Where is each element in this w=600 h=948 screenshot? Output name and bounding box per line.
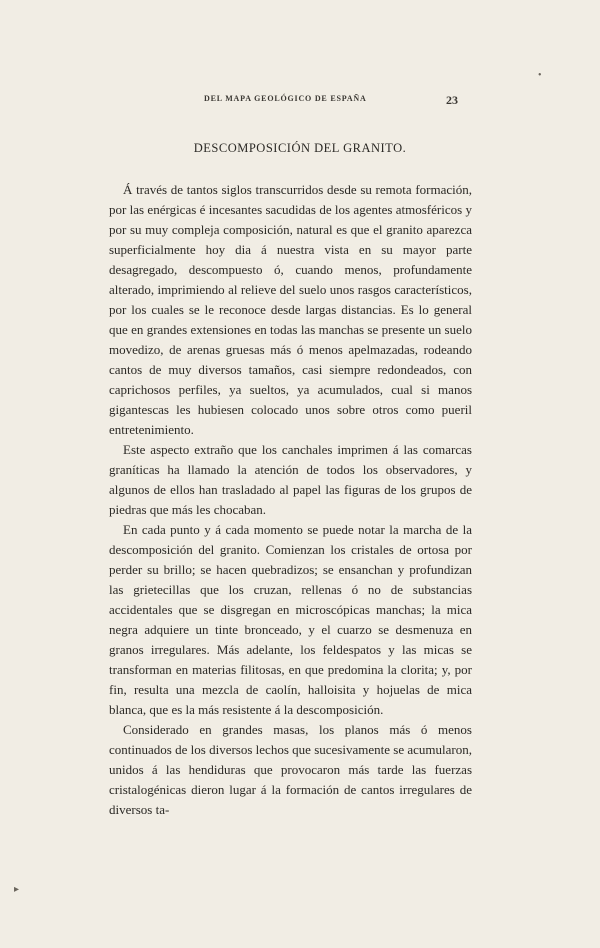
page-number: 23 <box>446 93 458 107</box>
paragraph-3: En cada punto y á cada momento se puede notar la marcha de la descomposición del granito. Comienzan los cristales de ortosa por perder su brillo; se hacen quebradizos; se ensanchan y profundizan las grietecillas que los cruzan, rellenas ó no de substancias accidentales que se disgregan en microscópicas manchas; la mica negra adquiere un tinte bronceado, y el cuarzo se desmenuza en granos irregulares. Más adelante, los feldespatos y las micas se transforman en materias filitosas, en que predomina la clorita; y, por fin, resulta una mezcla de caolín, halloisita y hojuelas de mica blanca, que es la más resistente á la descomposición. <box>109 522 472 717</box>
margin-mark: ▸ <box>14 884 20 895</box>
paragraph-1: Á través de tantos siglos transcurridos desde su remota formación, por las enérgicas é incesantes sacudidas de los agentes atmosféricos y por su muy compleja composición, natural es que el granito aparezca superficialmente hoy dia á nuestra vista en su mayor parte desagregado, descompuesto ó, cuando menos, profundamente alterado, imprimiendo al relieve del suelo unos rasgos característicos, por los cuales se le reconoce desde largas distancias. Es lo general que en grandes extensiones en todas las manchas se presente un suelo movedizo, de arenas gruesas más ó menos apelmazadas, rodeando cantos de muy diversos tamaños, casi siempre redondeados, con caprichosos perfiles, ya sueltos, ya acumulados, cual si manos gigantescas les hubiesen colocado unos sobre otros como pueril entretenimiento. <box>109 182 472 437</box>
paragraph-4: Considerado en grandes masas, los planos más ó menos continuados de los diversos lechos que sucesivamente se acumularon, unidos á las hendiduras que provocaron más tarde las fuerzas cristalogénicas dieron lugar á la formación de cantos irregulares de diversos ta- <box>109 722 472 817</box>
paragraph-2: Este aspecto extraño que los canchales imprimen á las comarcas graníticas ha llamado la atención de todos los observadores, y algunos de ellos han trasladado al papel las figuras de los grupos de piedras que más les chocaban. <box>109 442 472 517</box>
running-title: DEL MAPA GEOLÓGICO DE ESPAÑA <box>204 94 367 103</box>
section-title: DESCOMPOSICIÓN DEL GRANITO. <box>193 141 407 155</box>
margin-dot: • <box>538 70 542 81</box>
body-text <box>109 180 472 820</box>
